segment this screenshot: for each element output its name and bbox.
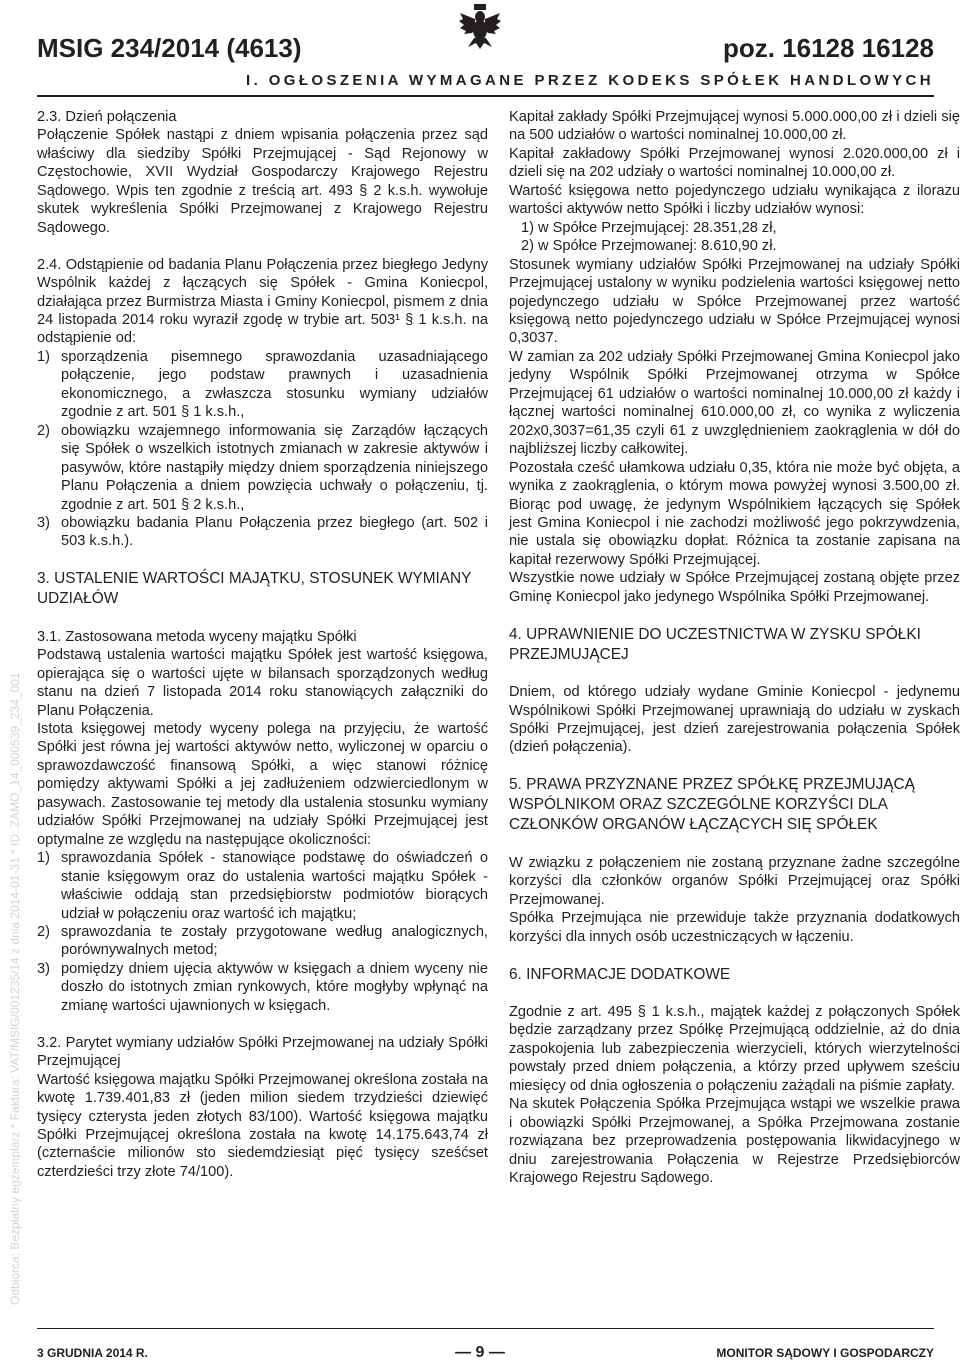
section-3-2-title: 3.2. Parytet wymiany udziałów Spółki Przejmowanej na udziały Spółki Przejmującej [37, 1034, 488, 1070]
section-4-heading: 4. UPRAWNIENIE DO UCZESTNICTWA W ZYSKU SPÓŁKI PRZEJMUJĄCEJ [509, 625, 921, 663]
section-3-1-text: Podstawą ustalenia wartości majątku Spółek jest wartość księgowa, opierająca się o wartości ujęte w bilansach sporządzonych według stanu na dzień 7 listopada 2014 roku stanowiących załączniki do Planu Połączenia. [37, 647, 488, 719]
share-value-text: Wartość księgowa netto pojedynczego udziału wynikająca z ilorazu wartości aktywów netto Spółki i liczby udziałów wynosi: [509, 182, 960, 218]
section-2-4-text: 2.4. Odstąpienie od badania Planu Połączenia przez biegłego Jedyny Wspólnik każdej z łączących się Spółek - Gmina Koniecpol, działająca przez Burmistrza Miasta i Gminy Koniecpol, pismem z dnia 24 listopada 2014 roku wyraził zgodę w trybie art. 503¹ § 1 k.s.h. na odstąpienie od: [37, 256, 488, 347]
list-item: 2) w Spółce Przejmowanej: 8.610,90 zł. [521, 238, 777, 255]
section-title: I. OGŁOSZENIA WYMAGANE PRZEZ KODEKS SPÓŁEK HANDLOWYCH [246, 72, 934, 89]
right-column [509, 108, 960, 1187]
section-2-3-title: 2.3. Dzień połączenia [37, 109, 177, 125]
list-item: 2) sprawozdania te zostały przygotowane według analogicznych, porównywalnych metod; [37, 923, 488, 959]
fractional-share-text: Pozostała cześć ułamkowa udziału 0,35, która nie może być objęta, a wynika z zaokrąglenia, o którym mowa powyżej wynosi 3.500,00 zł. Biorąc pod uwagę, że jedynym Wspólnikiem łączących się Spółek jest Gmina Koniecpol i nie zachodzi możliwość jego pokrzywdzenia, nie ustala się obowiązku dopłat. Różnica ta zostanie zapisana na kapitał rezerwowy Spółki Przejmującej. [509, 459, 960, 568]
capital-text-2: Kapitał zakładowy Spółki Przejmowanej wynosi 2.020.000,00 zł i dzieli się na 202 udziały o wartości nominalnej 10.000,00 zł. [509, 145, 960, 181]
polish-eagle-emblem [458, 3, 502, 51]
list-item: 2) obowiązku wzajemnego informowania się Zarządów łączących się Spółek o wszelkich istotnych zmianach w zakresie aktywów i pasywów, które nastąpiły między dniem sporządzenia niniejszego Planu Połączenia a dniem powzięcia uchwały o połączeniu, tj. zgodnie z art. 501 § 2 k.s.h., [37, 422, 488, 513]
left-column [37, 108, 488, 1181]
header-divider [37, 95, 934, 97]
section-6-text-2: Na skutek Połączenia Spółka Przejmująca wstąpi we wszelkie prawa i obowiązki Spółki Przejmowanej, a Spółka Przejmowana zostanie rozwiązana bez przeprowadzenia postępowania likwidacyjnego w dniu zarejestrowania Połączenia w Rejestrze Przedsiębiorców Krajowego Rejestru Sądowego. [509, 1096, 960, 1187]
section-5-text-2: Spółka Przejmująca nie przewiduje także przyznania dodatkowych korzyści dla innych osób uczestniczących w łączeniu. [509, 910, 960, 945]
list-item: 3) obowiązku badania Planu Połączenia przez biegłego (art. 502 i 503 k.s.h.). [37, 514, 488, 550]
section-3-2-text: Wartość księgowa majątku Spółki Przejmowanej określona została na kwotę 1.739.401,83 zł (jeden milion siedem trzydzieści dziewięć tysięcy czterysta jeden złotych 83/100). Wartość księgowa majątku Spółki Przejmującej określona została na kwotę 14.175.643,74 zł (czternaście milionów sto siedemdziesiąt pięć tysięcy sześćset czterdzieści trzy złote 74/100). [37, 1071, 488, 1180]
section-5-text: W związku z połączeniem nie zostaną przyznane żadne szczególne korzyści dla członków organów Spółki Przejmującej oraz Spółki Przejmowanej. [509, 854, 960, 908]
list-item: 1) sporządzenia pisemnego sprawozdania uzasadniającego połączenie, jego podstaw prawnych i uzasadnienia ekonomicznego, a zwłaszcza stosunku wymiany udziałów zgodnie z art. 501 § 1 k.s.h., [37, 348, 488, 421]
section-4-text: Dniem, od którego udziały wydane Gminie Koniecpol - jedynemu Wspólnikowi Spółki Przejmowanej uprawniają do udziału w zyskach Spółki Przejmującej, jest dzień zarejestrowania połączenia Spółek (dzień połączenia). [509, 684, 960, 756]
footer-date: 3 GRUDNIA 2014 R. [37, 1346, 148, 1360]
new-shares-text: Wszystkie nowe udziały w Spółce Przejmującej zostaną objęte przez Gminę Koniecpol jako jedynego Wspólnika Spółki Przejmowanej. [509, 570, 960, 605]
section-3-heading: 3. USTALENIE WARTOŚCI MAJĄTKU, STOSUNEK WYMIANY UDZIAŁÓW [37, 570, 472, 608]
section-3-1-title: 3.1. Zastosowana metoda wyceny majątku Spółki [37, 628, 357, 645]
issue-number: MSIG 234/2014 (4613) [37, 33, 302, 63]
section-2-3-text: Połączenie Spółek nastąpi z dniem wpisania połączenia przez sąd właściwy dla siedziby Spółki Przejmującej - Sąd Rejonowy w Częstochowie, XVII Wydział Gospodarczy Krajowego Rejestru Sądowego. Wpis ten zgodnie z treścią art. 493 § 2 k.s.h. wywołuje skutek wykreślenia Spółki Przejmowanej z Krajowego Rejestru Sądowego. [37, 127, 488, 236]
section-6-text: Zgodnie z art. 495 § 1 k.s.h., majątek każdej z połączonych Spółek będzie zarządzany przez Spółkę Przejmującą oddzielnie, aż do dnia zaspokojenia lub zabezpieczenia wierzycieli, których wierzytelności powstały przed dniem połączenia, a którzy przed upływem sześciu miesięcy od dnia ogłoszenia o połączeniu zażądali na piśmie zapłaty. [509, 1003, 960, 1094]
section-5-heading: 5. PRAWA PRZYZNANE PRZEZ SPÓŁKĘ PRZEJMUJĄCĄ WSPÓLNIKOM ORAZ SZCZEGÓLNE KORZYŚCI DLA CZŁONKÓW ORGANÓW ŁĄCZĄCYCH SIĘ SPÓŁEK [509, 776, 915, 834]
section-3-1-text-2: Istota księgowej metody wyceny polega na przyjęciu, że wartość Spółki jest równa jej wartości aktywów netto, wyliczonej w oparciu o sprawozdawczość finansową Spółki, a więc stanowi różnicę pomiędzy aktywami Spółki a jej zadłużeniem odzwierciedlonym w pasywach. Zastosowanie tej metody dla ustalenia stosunku wymiany udziałów Spółki Przejmowanej na udziały Spółki Przejmującej jest optymalne ze względu na następujące okoliczności: [37, 721, 488, 848]
list-item: 3) pomiędzy dniem ujęcia aktywów w księgach a dniem wyceny nie doszło do istotnych zmian rynkowych, które mogłyby wpłynąć na zmianę wartości ujawnionych w księgach. [37, 960, 488, 1014]
page-number: — 9 — [455, 1344, 505, 1361]
publication-name: MONITOR SĄDOWY I GOSPODARCZY [716, 1346, 934, 1360]
list-item: 1) sprawozdania Spółek - stanowiące podstawę do oświadczeń o stanie księgowym oraz do ustalenia wartości majątku Spółek - właściwie oddają stan przedsiębiorstw podmiotów biorących udział w połączeniu oraz wartość ich majątku; [37, 850, 488, 922]
footer-divider [37, 1328, 934, 1329]
position-number: poz. 16128 16128 [722, 33, 934, 63]
list-item: 1) w Spółce Przejmującej: 28.351,28 zł, [521, 219, 777, 236]
exchange-shares-text: W zamian za 202 udziały Spółki Przejmowanej Gmina Koniecpol jako jedyny Wspólnik Spółki Przejmowanej otrzyma w Spółce Przejmującej 61 udziałów o wartości nominalnej 10.000,00 zł każdy i łącznej wartości nominalnej 610.000,00 zł, co wynika z wyliczenia 202x0,3037=61,35 czyli 61 z uwzględnieniem zaokrąglenia w dół do najbliższej liczby całkowitej. [509, 348, 960, 458]
exchange-ratio-text: Stosunek wymiany udziałów Spółki Przejmowanej na udziały Spółki Przejmującej ustalony w wyniku podzielenia wartości księgowej netto pojedynczego udziału w Spółce Przejmowanej przez wartość księgową netto pojedynczego udziału w Spółce Przejmującej wynosi 0,3037. [509, 256, 960, 347]
recipient-sidebar: Odbiorca: Bezpłatny egzemplarz * Faktura: VAT/MSIG/001235/14 z dnia 2014-01-31 * ID: ZAMO_14_000539_234_001 [8, 672, 22, 1305]
section-6-heading: 6. INFORMACJE DODATKOWE [509, 965, 731, 983]
capital-text-1: Kapitał zakłady Spółki Przejmującej wynosi 5.000.000,00 zł i dzieli się na 500 udziałów o wartości nominalnej 10.000,00 zł. [509, 109, 960, 144]
